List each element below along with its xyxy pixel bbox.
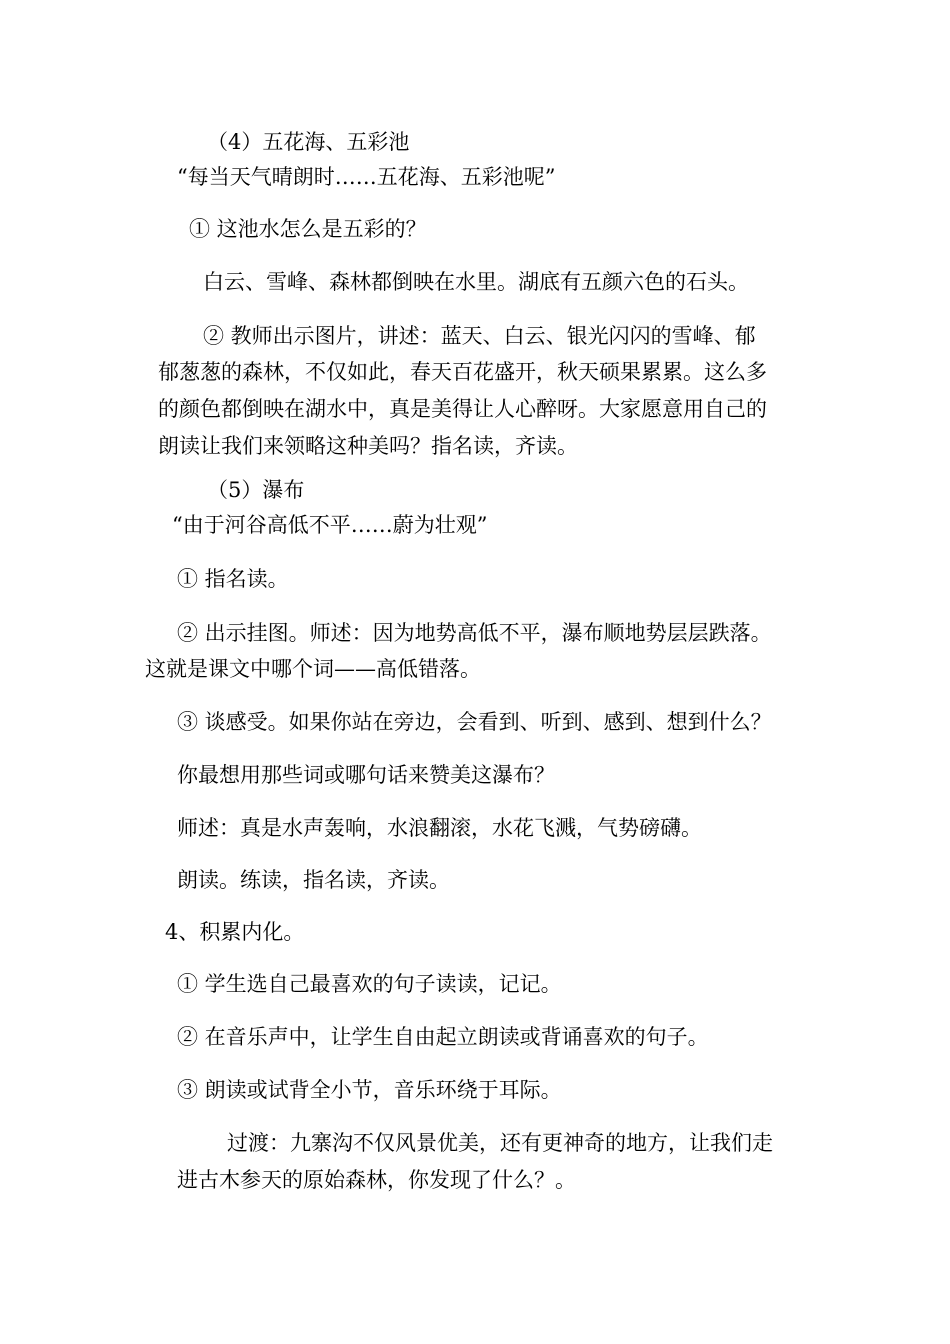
- paragraph-line: 这就是课文中哪个词——高低错落。: [145, 657, 481, 681]
- step-line: ② 出示挂图。师述：因为地势高低不平，瀑布顺地势层层跌落。: [177, 621, 772, 645]
- transition-line: 过渡：九寨沟不仅风景优美，还有更神奇的地方，让我们走: [227, 1131, 773, 1155]
- quoted-text-line: “由于河谷高低不平……蔚为壮观”: [172, 513, 488, 537]
- paragraph-line: 师述：真是水声轰响，水浪翻滚，水花飞溅，气势磅礴。: [177, 816, 702, 840]
- step-line: ① 学生选自己最喜欢的句子读读，记记。: [177, 972, 562, 996]
- step-line: ① 指名读。: [177, 567, 289, 591]
- answer-line: 白云、雪峰、森林都倒映在水里。湖底有五颜六色的石头。: [203, 270, 749, 294]
- paragraph-line: 郁葱葱的森林，不仅如此，春天百花盛开，秋天硕果累累。这么多: [158, 360, 767, 384]
- paragraph-line: 的颜色都倒映在湖水中，真是美得让人心醉呀。大家愿意用自己的: [158, 397, 767, 421]
- question-line: ① 这池水怎么是五彩的？: [189, 217, 427, 241]
- step-line: ③ 朗读或试背全小节，音乐环绕于耳际。: [177, 1078, 562, 1102]
- section-heading-pubu: （5）瀑布: [207, 478, 305, 502]
- paragraph-line: 你最想用那些词或哪句话来赞美这瀑布？: [177, 763, 555, 787]
- section-heading-wuhuahai: （4）五花海、五彩池: [207, 130, 410, 154]
- step-line: ② 在音乐声中，让学生自由起立朗读或背诵喜欢的句子。: [177, 1025, 709, 1049]
- paragraph-line: 朗读。练读，指名读，齐读。: [177, 868, 450, 892]
- paragraph-line: 朗读让我们来领略这种美吗？指名读，齐读。: [158, 434, 578, 458]
- paragraph-line: 进古木参天的原始森林，你发现了什么？。: [177, 1168, 576, 1192]
- paragraph-line: ② 教师出示图片，讲述：蓝天、白云、银光闪闪的雪峰、郁: [203, 324, 756, 348]
- step-line: ③ 谈感受。如果你站在旁边，会看到、听到、感到、想到什么？: [177, 710, 772, 734]
- quoted-text-line: “每当天气晴朗时……五花海、五彩池呢”: [177, 165, 556, 189]
- section-heading-jilei: 4、积累内化。: [165, 920, 305, 944]
